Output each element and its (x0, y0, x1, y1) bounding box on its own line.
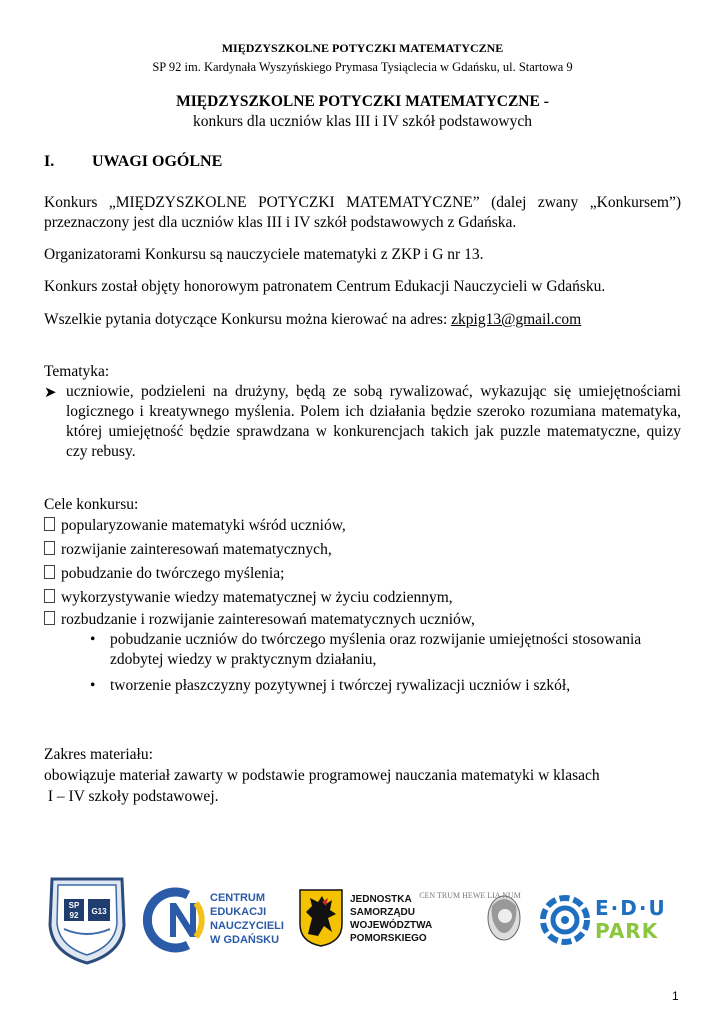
hevelianum-text: CEN TRUM HEWE LIA NUM (419, 891, 521, 900)
zakres-line2: I – IV szkoły podstawowej. (44, 788, 219, 805)
checkbox-glyph-icon (44, 589, 55, 603)
email-link[interactable]: zkpig13@gmail.com (451, 311, 582, 328)
goal-text: rozwijanie zainteresowań matematycznych, (61, 541, 332, 558)
contact-text: Wszelkie pytania dotyczące Konkursu można kierować na adres: (44, 311, 448, 328)
paragraph-organizers: Organizatorami Konkursu są nauczyciele matematyki z ZKP i G nr 13. (44, 246, 484, 263)
paragraph-contact (44, 310, 681, 330)
cen-line: CENTRUM (210, 892, 265, 904)
cen-logo-text (210, 891, 284, 947)
zakres-label: Zakres materiału: (44, 746, 153, 763)
jst-line: WOJEWÓDZTWA (350, 920, 433, 931)
goal-text: rozbudzanie i rozwijanie zainteresowań matematycznych uczniów, (61, 611, 475, 628)
edupark-swirl-icon (540, 895, 590, 945)
checkbox-glyph-icon (44, 517, 55, 531)
tematyka-label: Tematyka: (44, 363, 110, 380)
goal-bullet-text: tworzenie płaszczyzny pozytywnej i twórczej rywalizacji uczniów i szkół, (110, 677, 571, 694)
edupark-bottom-text: PARK (595, 919, 659, 943)
badge-text-sp: SP (68, 901, 80, 910)
tematyka-text: uczniowie, podzieleni na drużyny, będą ze sobą rywalizować, wykazując się umiejętnościami logicznego i kreatywnego myślenia. Polem ich działania będzie szeroko rozumiana matematyka, której umiejętność będzie sprawdzana w konkurencjach takich jak puzzle matematyczne, quizy czy rebusy. (66, 383, 681, 460)
goal-item (44, 516, 346, 536)
school-badge-logo (44, 873, 130, 965)
goal-text: popularyzowanie matematyki wśród uczniów, (61, 517, 346, 534)
cen-logo-icon (140, 885, 210, 955)
page-number: 1 (672, 989, 679, 1003)
paragraph-intro: Konkurs „MIĘDZYSZKOLNE POTYCZKI MATEMATYCZNE” (dalej zwany „Konkursem”) przeznaczony jest dla uczniów klas III i IV szkół podstawowych z Gdańska. (44, 194, 681, 231)
jst-logo-text (350, 893, 432, 945)
edupark-top-text: E·D·U (595, 896, 667, 920)
cele-label: Cele konkursu: (44, 496, 139, 513)
header-line1: MIĘDZYSZKOLNE POTYCZKI MATEMATYCZNE (221, 41, 504, 55)
bullet-dot-icon: • (90, 631, 96, 648)
goal-item (44, 610, 475, 630)
section-heading (44, 153, 222, 171)
section-title: UWAGI OGÓLNE (92, 153, 223, 170)
cen-line: EDUKACJI (210, 906, 267, 918)
checkbox-glyph-icon (44, 565, 55, 579)
doc-subtitle: konkurs dla uczniów klas III i IV szkół podstawowych (193, 113, 532, 130)
cen-line: W GDAŃSKU (210, 934, 280, 946)
paragraph-patronage: Konkurs został objęty honorowym patronatem Centrum Edukacji Nauczycieli w Gdańsku. (44, 278, 606, 295)
goal-item (44, 564, 284, 584)
hevelianum-logo (419, 886, 528, 950)
section-number: I. (44, 153, 55, 170)
goal-text: pobudzanie do twórczego myślenia; (61, 565, 285, 582)
goal-item (44, 540, 332, 560)
goal-bullet-text: pobudzanie uczniów do twórczego myślenia oraz rozwijanie umiejętności stosowania zdobytej wiedzy w praktycznym działaniu, (110, 631, 642, 668)
goal-text: wykorzystywanie wiedzy matematycznej w życiu codziennym, (61, 589, 453, 606)
arrow-bullet-icon: ➤ (44, 385, 57, 401)
zakres-line1: obowiązuje materiał zawarty w podstawie programowej nauczania matematyki w klasach (44, 767, 600, 784)
cen-line: NAUCZYCIELI (210, 920, 284, 932)
jst-line: JEDNOSTKA (350, 894, 412, 905)
doc-title: MIĘDZYSZKOLNE POTYCZKI MATEMATYCZNE - (176, 93, 549, 110)
goal-item (44, 588, 453, 608)
jst-line: SAMORZĄDU (350, 907, 415, 918)
bullet-dot-icon: • (90, 677, 96, 694)
badge-text-g13: G13 (91, 907, 107, 916)
badge-text-92: 92 (69, 911, 79, 920)
checkbox-glyph-icon (44, 541, 55, 555)
griffin-shield-icon (298, 888, 344, 948)
header-line2: SP 92 im. Kardynała Wyszyńskiego Prymasa Tysiąclecia w Gdańsku, ul. Startowa 9 (152, 60, 573, 74)
jst-line: POMORSKIEGO (350, 933, 427, 944)
checkbox-glyph-icon (44, 611, 55, 625)
